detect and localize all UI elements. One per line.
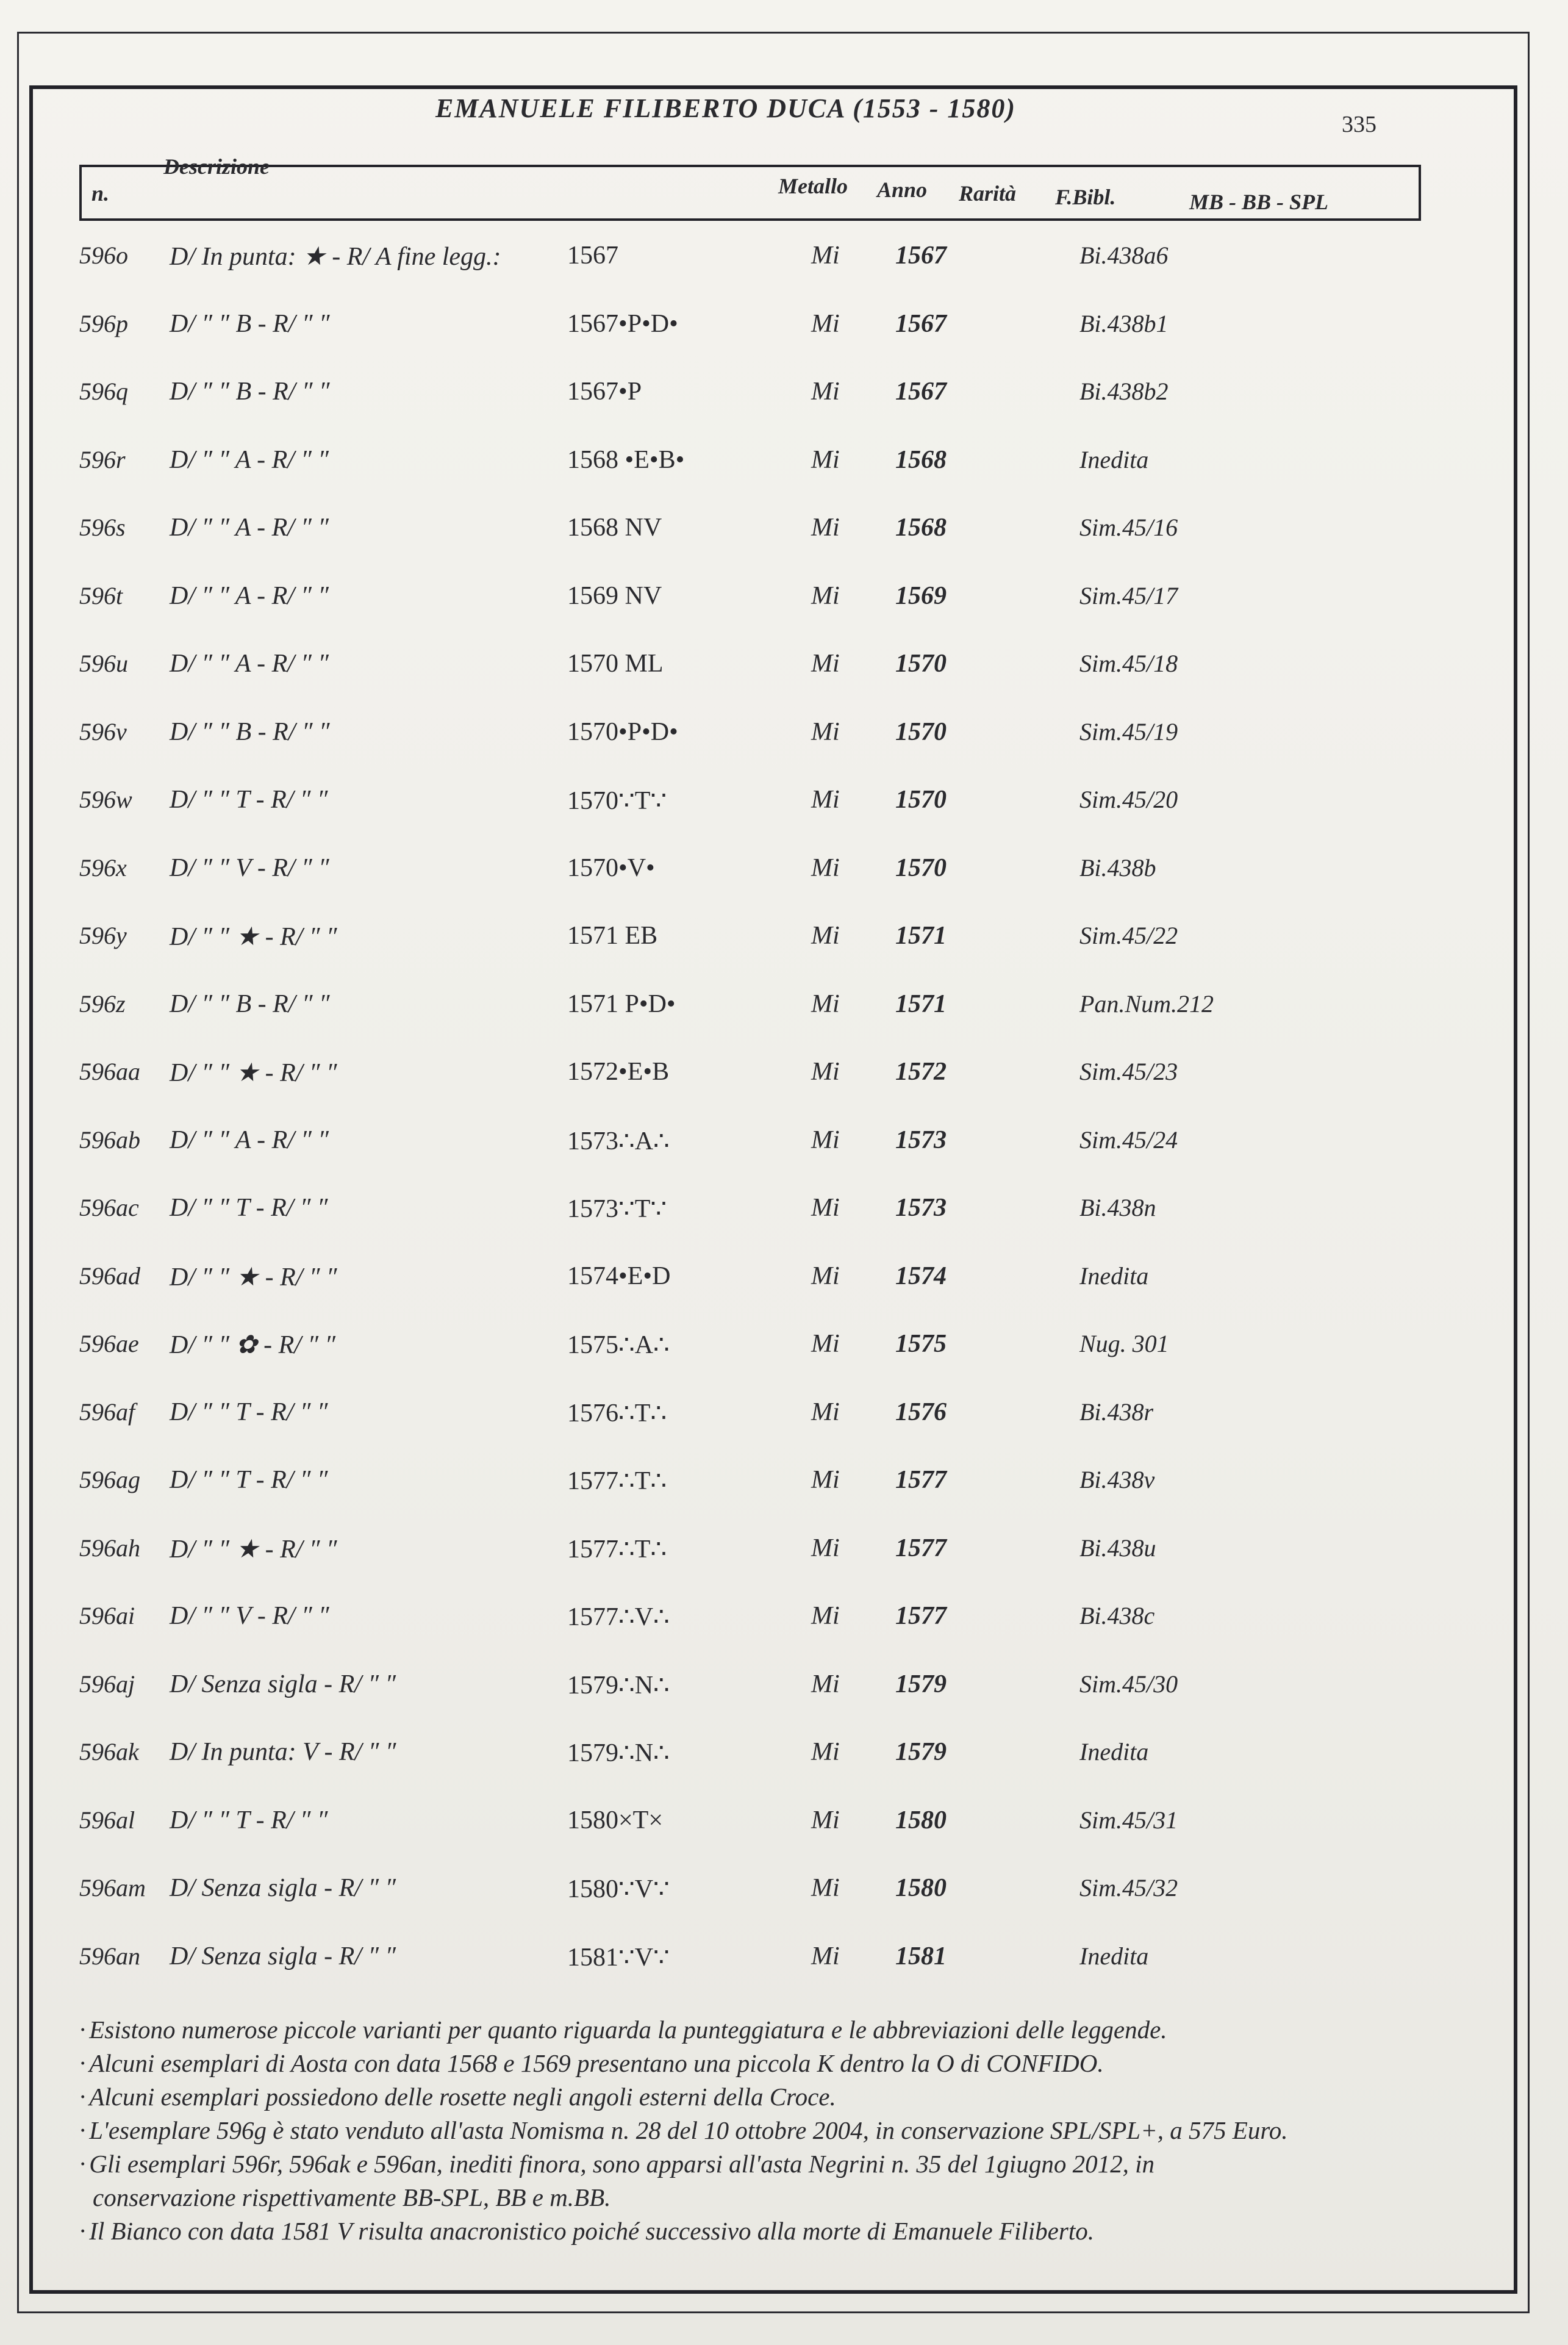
row-metal: Mi (811, 1126, 840, 1154)
table-row (0, 1465, 1568, 1520)
row-year: 1579 (895, 1670, 947, 1698)
row-year: 1573 (895, 1126, 947, 1154)
row-metal: Mi (811, 378, 840, 406)
row-metal: Mi (811, 1806, 840, 1834)
row-bibliography: Sim.45/16 (1079, 514, 1178, 541)
row-metal: Mi (811, 446, 840, 474)
footnote: · Il Bianco con data 1581 V risulta anacronistico poiché successivo alla morte di Emanuele Filiberto. (79, 2217, 1094, 2245)
table-row (0, 785, 1568, 840)
footnote: · Alcuni esemplari possiedono delle rosette negli angoli esterni della Croce. (79, 2083, 836, 2111)
row-bibliography: Sim.45/31 (1079, 1806, 1178, 1834)
footnotes (79, 2013, 1500, 2248)
row-legend-date: 1580∵V∵ (567, 1875, 670, 1903)
col-header-n: n. (91, 181, 110, 206)
table-row (0, 1057, 1568, 1112)
row-number: 596p (79, 310, 128, 337)
row-number: 596u (79, 650, 128, 677)
row-legend-date: 1581∵V∵ (567, 1944, 670, 1972)
row-year: 1567 (895, 242, 947, 270)
table-row (0, 1262, 1568, 1316)
row-number: 596t (79, 582, 123, 609)
row-metal: Mi (811, 718, 840, 746)
row-year: 1574 (895, 1262, 947, 1290)
row-year: 1580 (895, 1806, 947, 1834)
row-metal: Mi (811, 990, 840, 1018)
row-legend-date: 1573∴A∴ (567, 1127, 670, 1155)
row-year: 1570 (895, 854, 947, 882)
row-bibliography: Sim.45/18 (1079, 650, 1178, 677)
row-bibliography: Sim.45/30 (1079, 1670, 1178, 1698)
row-description: D/ Senza sigla - R/ ″ ″ (170, 1670, 396, 1698)
table-row (0, 1329, 1568, 1384)
table-row (0, 241, 1568, 296)
row-description: D/ ″ ″ A - R/ ″ ″ (170, 514, 329, 542)
col-header-rarita: Rarità (959, 181, 1017, 206)
table-row (0, 445, 1568, 500)
row-year: 1569 (895, 582, 947, 610)
row-legend-date: 1569 NV (567, 582, 662, 610)
row-number: 596z (79, 990, 126, 1018)
col-header-descrizione: Descrizione (163, 154, 270, 179)
row-year: 1571 (895, 922, 947, 950)
row-number: 596v (79, 718, 127, 745)
row-bibliography: Sim.45/22 (1079, 922, 1178, 949)
row-description: D/ ″ ″ V - R/ ″ ″ (170, 1602, 329, 1630)
table-row (0, 1806, 1568, 1861)
row-number: 596al (79, 1806, 135, 1834)
row-legend-date: 1570•V• (567, 854, 655, 882)
row-bibliography: Bi.438c (1079, 1602, 1155, 1629)
row-number: 596an (79, 1942, 140, 1970)
row-legend-date: 1567•P (567, 378, 642, 406)
row-year: 1577 (895, 1602, 947, 1630)
row-description: D/ In punta: ★ - R/ A fine legg.: (170, 243, 501, 271)
row-year: 1570 (895, 786, 947, 814)
row-metal: Mi (811, 1534, 840, 1562)
table-row (0, 377, 1568, 432)
row-bibliography: Bi.438a6 (1079, 242, 1169, 269)
table-row (0, 1601, 1568, 1656)
row-bibliography: Bi.438r (1079, 1398, 1154, 1426)
row-number: 596aj (79, 1670, 135, 1698)
row-bibliography: Sim.45/20 (1079, 786, 1178, 813)
row-number: 596ac (79, 1194, 139, 1221)
row-description: D/ ″ ″ B - R/ ″ ″ (170, 990, 330, 1018)
table-row (0, 1670, 1568, 1725)
table-row (0, 853, 1568, 908)
row-year: 1570 (895, 718, 947, 746)
row-metal: Mi (811, 1058, 840, 1086)
row-legend-date: 1577∴T∴ (567, 1535, 667, 1564)
row-number: 596ai (79, 1602, 135, 1629)
row-legend-date: 1579∴N∴ (567, 1672, 670, 1700)
row-bibliography: Inedita (1079, 446, 1149, 473)
row-metal: Mi (811, 242, 840, 270)
row-year: 1568 (895, 446, 947, 474)
row-year: 1577 (895, 1466, 947, 1494)
row-number: 596r (79, 446, 126, 473)
row-metal: Mi (811, 1874, 840, 1902)
table-row (0, 1737, 1568, 1792)
row-description: D/ In punta: V - R/ ″ ″ (170, 1738, 396, 1766)
row-number: 596q (79, 378, 128, 405)
col-header-anno: Anno (877, 178, 928, 202)
row-description: D/ ″ ″ ✿ - R/ ″ ″ (170, 1331, 335, 1359)
row-description: D/ ″ ″ ★ - R/ ″ ″ (170, 1059, 337, 1087)
row-description: D/ Senza sigla - R/ ″ ″ (170, 1942, 396, 1970)
row-bibliography: Bi.438v (1079, 1466, 1155, 1493)
row-year: 1568 (895, 514, 947, 542)
table-row (0, 1398, 1568, 1453)
col-header-fbibl: F.Bibl. (1055, 185, 1116, 209)
row-legend-date: 1577∴V∴ (567, 1603, 670, 1631)
row-legend-date: 1576∴T∴ (567, 1399, 667, 1427)
row-legend-date: 1568 NV (567, 514, 662, 542)
row-legend-date: 1580×T× (567, 1806, 664, 1834)
row-bibliography: Sim.45/24 (1079, 1126, 1178, 1154)
row-metal: Mi (811, 1942, 840, 1970)
row-year: 1567 (895, 378, 947, 406)
row-legend-date: 1579∴N∴ (567, 1739, 670, 1767)
table-row (0, 581, 1568, 636)
row-number: 596ak (79, 1738, 139, 1765)
row-number: 596w (79, 786, 132, 813)
row-description: D/ Senza sigla - R/ ″ ″ (170, 1874, 396, 1902)
row-metal: Mi (811, 1738, 840, 1766)
row-legend-date: 1574•E•D (567, 1262, 671, 1290)
row-bibliography: Bi.438b2 (1079, 378, 1169, 405)
footnote: · Gli esemplari 596r, 596ak e 596an, inediti finora, sono apparsi all'asta Negrini n. 35 del 1giugno 2012, in (79, 2150, 1155, 2178)
footnote: · L'esemplare 596g è stato venduto all'asta Nomisma n. 28 del 10 ottobre 2004, in conservazione SPL/SPL+, a 575 Euro. (79, 2116, 1288, 2144)
page-number: 335 (1342, 112, 1376, 137)
row-number: 596ad (79, 1262, 140, 1290)
table-row (0, 1873, 1568, 1928)
col-header-metallo: Metallo (778, 174, 848, 198)
row-legend-date: 1568 •E•B• (567, 446, 685, 474)
row-legend-date: 1570∵T∵ (567, 787, 667, 815)
row-number: 596am (79, 1874, 146, 1901)
row-year: 1577 (895, 1534, 947, 1562)
row-metal: Mi (811, 514, 840, 542)
row-year: 1570 (895, 650, 947, 678)
table-row (0, 921, 1568, 976)
table-row (0, 989, 1568, 1044)
row-number: 596af (79, 1398, 135, 1426)
row-description: D/ ″ ″ T - R/ ″ ″ (170, 1398, 328, 1426)
row-year: 1580 (895, 1874, 947, 1902)
row-description: D/ ″ ″ ★ - R/ ″ ″ (170, 1535, 337, 1564)
row-year: 1581 (895, 1942, 947, 1970)
row-metal: Mi (811, 310, 840, 338)
row-bibliography: Bi.438b1 (1079, 310, 1169, 337)
row-metal: Mi (811, 922, 840, 950)
table-row (0, 1193, 1568, 1248)
row-bibliography: Bi.438u (1079, 1534, 1156, 1562)
row-metal: Mi (811, 1670, 840, 1698)
row-bibliography: Inedita (1079, 1738, 1149, 1765)
table-row (0, 1534, 1568, 1589)
row-legend-date: 1571 P•D• (567, 990, 676, 1018)
row-metal: Mi (811, 1262, 840, 1290)
row-legend-date: 1575∴A∴ (567, 1331, 670, 1359)
row-metal: Mi (811, 854, 840, 882)
row-bibliography: Sim.45/23 (1079, 1058, 1178, 1085)
row-number: 596o (79, 242, 128, 269)
row-number: 596s (79, 514, 126, 541)
row-year: 1573 (895, 1194, 947, 1222)
table-row (0, 649, 1568, 704)
row-legend-date: 1567 (567, 242, 618, 270)
row-legend-date: 1572•E•B (567, 1058, 670, 1086)
row-description: D/ ″ ″ A - R/ ″ ″ (170, 582, 329, 610)
row-metal: Mi (811, 786, 840, 814)
row-year: 1575 (895, 1330, 947, 1358)
table-row (0, 309, 1568, 364)
row-bibliography: Bi.438n (1079, 1194, 1156, 1221)
row-metal: Mi (811, 1194, 840, 1222)
row-description: D/ ″ ″ A - R/ ″ ″ (170, 650, 329, 678)
table-row (0, 513, 1568, 568)
row-number: 596y (79, 922, 127, 949)
row-description: D/ ″ ″ T - R/ ″ ″ (170, 786, 328, 814)
row-description: D/ ″ ″ T - R/ ″ ″ (170, 1194, 328, 1222)
table-row (0, 1126, 1568, 1180)
row-bibliography: Pan.Num.212 (1079, 990, 1214, 1018)
row-legend-date: 1567•P•D• (567, 310, 678, 338)
row-number: 596ae (79, 1330, 139, 1357)
row-year: 1567 (895, 310, 947, 338)
row-year: 1579 (895, 1738, 947, 1766)
row-year: 1576 (895, 1398, 947, 1426)
row-bibliography: Sim.45/32 (1079, 1874, 1178, 1901)
row-description: D/ ″ ″ ★ - R/ ″ ″ (170, 923, 337, 951)
row-metal: Mi (811, 1330, 840, 1358)
row-description: D/ ″ ″ B - R/ ″ ″ (170, 310, 330, 338)
footnote: conservazione rispettivamente BB-SPL, BB e m.BB. (93, 2183, 611, 2211)
table-row (0, 1942, 1568, 1997)
row-legend-date: 1570•P•D• (567, 718, 678, 746)
row-bibliography: Sim.45/17 (1079, 582, 1178, 609)
row-legend-date: 1577∴T∴ (567, 1467, 667, 1495)
row-description: D/ ″ ″ T - R/ ″ ″ (170, 1806, 328, 1834)
row-year: 1571 (895, 990, 947, 1018)
footnote: · Esistono numerose piccole varianti per quanto riguarda la punteggiatura e le abbreviazioni delle leggende. (79, 2016, 1167, 2044)
row-metal: Mi (811, 1602, 840, 1630)
row-metal: Mi (811, 1398, 840, 1426)
row-metal: Mi (811, 650, 840, 678)
row-description: D/ ″ ″ A - R/ ″ ″ (170, 446, 329, 474)
row-bibliography: Bi.438b (1079, 854, 1156, 882)
footnote: · Alcuni esemplari di Aosta con data 1568 e 1569 presentano una piccola K dentro la O di CONFIDO. (79, 2049, 1104, 2077)
row-description: D/ ″ ″ V - R/ ″ ″ (170, 854, 329, 882)
row-legend-date: 1573∵T∵ (567, 1195, 667, 1223)
col-header-mb-bb-spl: MB - BB - SPL (1189, 190, 1329, 214)
row-description: D/ ″ ″ T - R/ ″ ″ (170, 1466, 328, 1494)
row-description: D/ ″ ″ ★ - R/ ″ ″ (170, 1263, 337, 1291)
row-number: 596aa (79, 1058, 140, 1085)
row-number: 596x (79, 854, 127, 882)
row-metal: Mi (811, 582, 840, 610)
row-number: 596ab (79, 1126, 140, 1154)
row-bibliography: Sim.45/19 (1079, 718, 1178, 745)
row-bibliography: Inedita (1079, 1942, 1149, 1970)
row-description: D/ ″ ″ B - R/ ″ ″ (170, 378, 330, 406)
running-title: EMANUELE FILIBERTO DUCA (1553 - 1580) (435, 93, 1017, 123)
row-bibliography: Nug. 301 (1079, 1330, 1169, 1357)
row-number: 596ah (79, 1534, 140, 1562)
row-number: 596ag (79, 1466, 140, 1493)
row-legend-date: 1571 EB (567, 922, 658, 950)
table-row (0, 717, 1568, 772)
row-metal: Mi (811, 1466, 840, 1494)
row-description: D/ ″ ″ B - R/ ″ ″ (170, 718, 330, 746)
row-year: 1572 (895, 1058, 947, 1086)
row-description: D/ ″ ″ A - R/ ″ ″ (170, 1126, 329, 1154)
row-bibliography: Inedita (1079, 1262, 1149, 1290)
row-legend-date: 1570 ML (567, 650, 664, 678)
